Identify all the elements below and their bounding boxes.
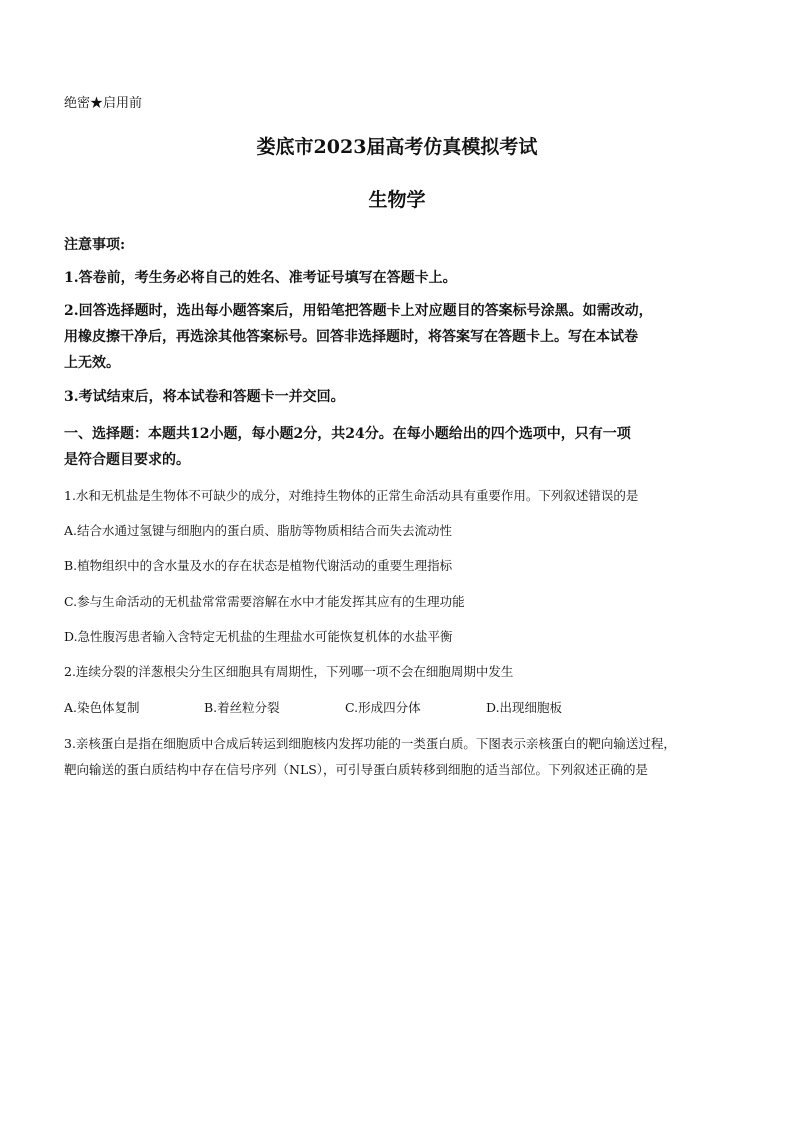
- question-2-option-d: D.出现细胞板: [486, 700, 563, 715]
- exam-title: 娄底市2023届高考仿真模拟考试: [256, 136, 538, 158]
- subject-title: 生物学: [368, 189, 426, 211]
- notice-item-3: 3.考试结束后，将本试卷和答题卡一并交回。: [64, 389, 345, 405]
- question-2-option-b: B.着丝粒分裂: [204, 700, 280, 715]
- question-1-option-c: C.参与生命活动的无机盐常常需要溶解在水中才能发挥其应有的生理功能: [64, 594, 465, 609]
- question-2-stem: 2.连续分裂的洋葱根尖分生区细胞具有周期性，下列哪一项不会在细胞周期中发生: [64, 664, 514, 679]
- question-2-option-c: C.形成四分体: [345, 700, 421, 715]
- notice-heading: 注意事项:: [64, 237, 126, 253]
- notice-item-1: 1.答卷前，考生务必将自己的姓名、准考证号填写在答题卡上。: [64, 270, 457, 286]
- section-1-heading-line-2: 是符合题目要求的。: [64, 452, 190, 468]
- question-1-option-a: A.结合水通过氢键与细胞内的蛋白质、脂肪等物质相结合而失去流动性: [64, 523, 453, 538]
- secret-mark: 绝密★启用前: [64, 96, 143, 111]
- section-1-heading-line-1: 一、选择题：本题共12小题，每小题2分，共24分。在每小题给出的四个选项中，只有一项: [64, 426, 631, 442]
- question-2-option-a: A.染色体复制: [64, 700, 140, 715]
- question-3-stem-line-2: 靶向输送的蛋白质结构中存在信号序列（NLS），可引导蛋白质转移到细胞的适当部位。下列叙述正确的是: [64, 762, 649, 777]
- question-3-stem-line-1: 3.亲核蛋白是指在细胞质中合成后转运到细胞核内发挥功能的一类蛋白质。下图表示亲核蛋白的靶向输送过程，: [64, 736, 676, 751]
- notice-item-2-line-2: 用橡皮擦干净后，再选涂其他答案标号。回答非选择题时，将答案写在答题卡上。写在本试卷: [64, 329, 638, 345]
- question-1-option-d: D.急性腹泻患者输入含特定无机盐的生理盐水可能恢复机体的水盐平衡: [64, 629, 453, 644]
- question-1-stem: 1.水和无机盐是生物体不可缺少的成分，对维持生物体的正常生命活动具有重要作用。下列叙述错误的是: [64, 488, 639, 503]
- notice-item-2-line-1: 2.回答选择题时，选出每小题答案后，用铅笔把答题卡上对应题目的答案标号涂黑。如需改动，: [64, 303, 653, 319]
- notice-item-2-line-3: 上无效。: [64, 355, 120, 371]
- question-1-option-b: B.植物组织中的含水量及水的存在状态是植物代谢活动的重要生理指标: [64, 558, 453, 573]
